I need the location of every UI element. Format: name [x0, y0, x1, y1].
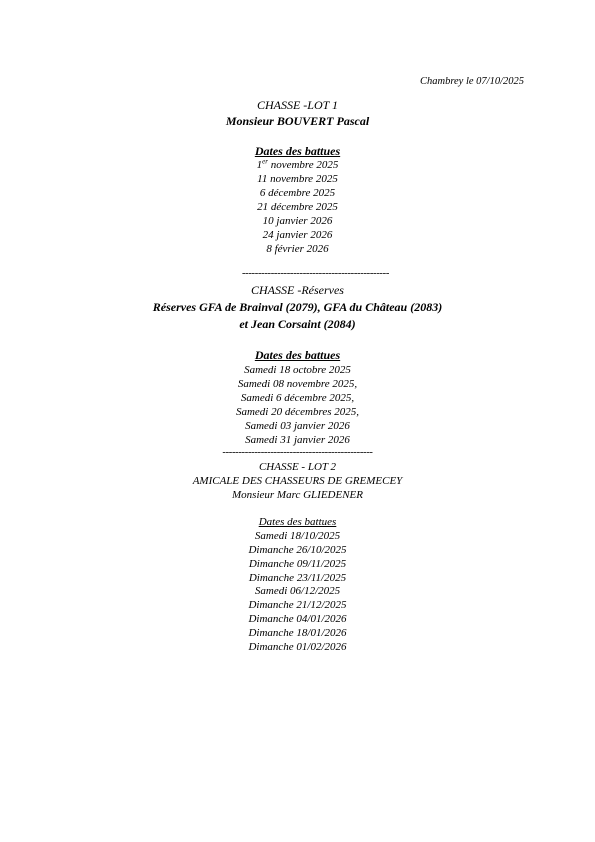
reserves-holder-line1: Réserves GFA de Brainval (2079), GFA du Château (2083) [152, 300, 443, 314]
lot2-date: Dimanche 21/12/2025 [248, 599, 347, 611]
reserves-holder-line2: et Jean Corsaint (2084) [239, 317, 356, 331]
reserves-date: Samedi 31 janvier 2026 [245, 434, 350, 446]
lot2-holder: Monsieur Marc GLIEDENER [232, 489, 363, 501]
separator: ----------------------------------------------- [222, 447, 373, 458]
lot1-date-first [0, 159, 595, 171]
separator: ---------------------------------------------- [241, 268, 390, 279]
lot2-title: CHASSE - LOT 2 [258, 461, 337, 473]
lot2-dates-heading: Dates des battues [258, 516, 337, 528]
lot1-date-first-rest: novembre 2025 [267, 159, 339, 171]
lot2-date: Samedi 18/10/2025 [254, 530, 341, 542]
reserves-date: Samedi 03 janvier 2026 [245, 420, 350, 432]
lot2-association: AMICALE DES CHASSEURS DE GREMECEY [192, 475, 403, 487]
lot1-title: CHASSE -LOT 1 [256, 98, 339, 112]
reserves-date: Samedi 6 décembre 2025, [240, 392, 355, 404]
lot2-date: Dimanche 18/01/2026 [248, 627, 347, 639]
lot1-holder: Monsieur BOUVERT Pascal [225, 114, 370, 128]
reserves-date: Samedi 20 décembres 2025, [235, 406, 359, 418]
lot1-date: 24 janvier 2026 [262, 229, 333, 241]
place-date: Chambrey le 07/10/2025 [419, 76, 524, 87]
lot1-date: 10 janvier 2026 [262, 215, 333, 227]
lot2-date: Dimanche 26/10/2025 [248, 544, 347, 556]
lot2-date: Dimanche 01/02/2026 [248, 641, 347, 653]
lot2-date: Samedi 06/12/2025 [254, 585, 341, 597]
lot1-date: 6 décembre 2025 [259, 187, 336, 199]
lot2-date: Dimanche 09/11/2025 [248, 558, 347, 570]
lot1-date: 8 février 2026 [266, 243, 329, 255]
lot1-dates-heading: Dates des battues [254, 144, 341, 158]
reserves-date: Samedi 18 octobre 2025 [244, 364, 351, 376]
lot2-date: Dimanche 04/01/2026 [248, 613, 347, 625]
reserves-title: CHASSE -Réserves [251, 283, 344, 297]
lot1-date-first-sup: er [262, 157, 268, 166]
lot2-date: Dimanche 23/11/2025 [248, 572, 347, 584]
lot1-date: 11 novembre 2025 [257, 173, 338, 185]
lot1-date: 21 décembre 2025 [257, 201, 338, 213]
lot1-date-first-day: 1 [256, 159, 263, 171]
reserves-dates-heading: Dates des battues [254, 348, 341, 362]
reserves-date: Samedi 08 novembre 2025, [237, 378, 358, 390]
